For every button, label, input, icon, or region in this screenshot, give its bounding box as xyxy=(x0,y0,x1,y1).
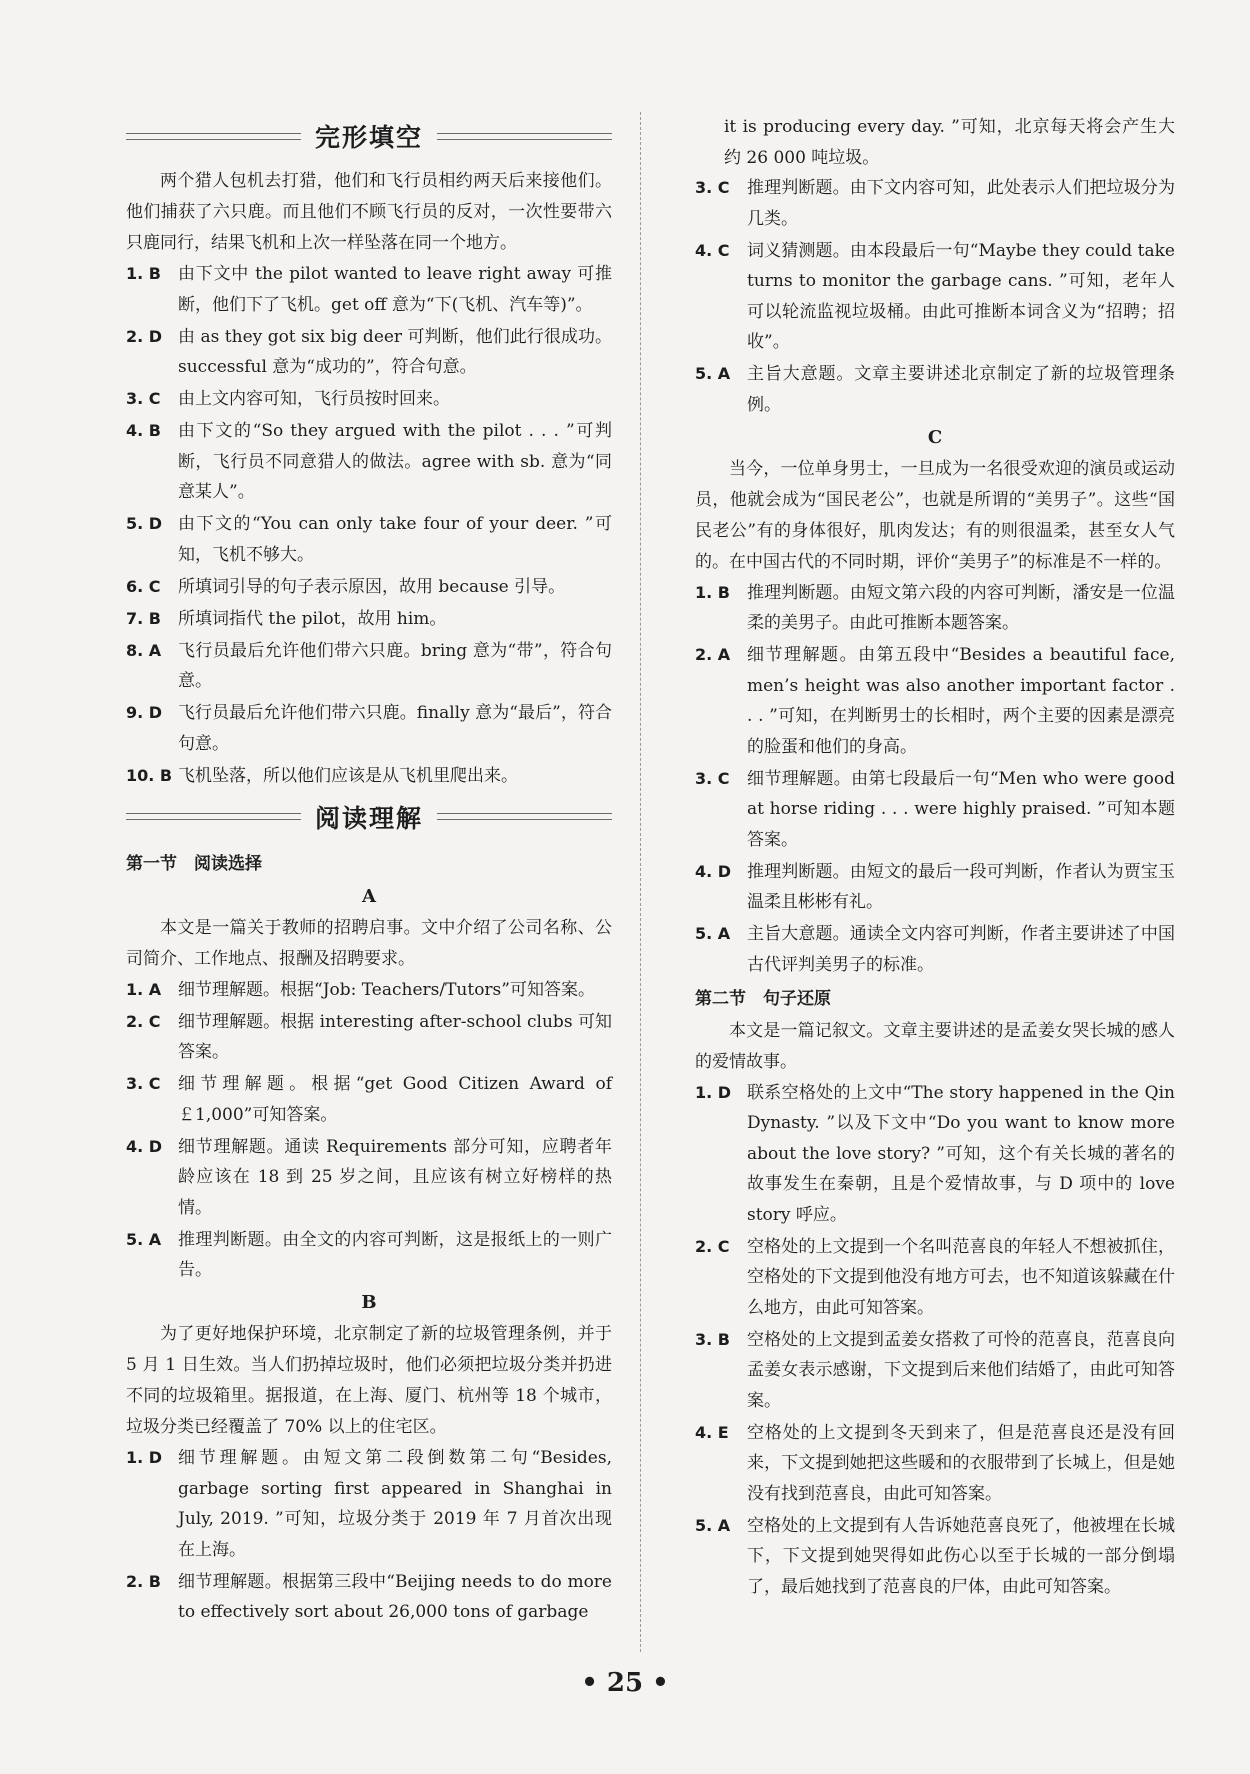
answer-item: 7. B 所填词指代 the pilot，故用 him。 xyxy=(126,608,447,629)
answer-item: 4. D 细节理解题。通读 Requirements 部分可知，应聘者年龄应该在 18 到 25 岁之间，且应该有树立好榜样的热情。 xyxy=(126,1136,612,1218)
answer-item: 1. A 细节理解题。根据“Job: Teachers/Tutors”可知答案。 xyxy=(126,979,595,1000)
answer-item: 3. C 细节理解题。根据“get Good Citizen Award of ￡1,000”可知答案。 xyxy=(126,1074,612,1125)
passage-a-answers xyxy=(126,975,612,1286)
passage-b-answers-continued xyxy=(695,173,1175,420)
answer-item: 5. A 主旨大意题。通读全文内容可判断，作者主要讲述了中国古代评判美男子的标准。 xyxy=(695,924,1175,975)
right-column xyxy=(695,112,1175,1604)
cloze-answer-list xyxy=(126,259,612,791)
header-rule xyxy=(437,813,612,820)
passage-c-label: C xyxy=(927,426,943,448)
answer-item: 2. B 细节理解题。根据第三段中“Beijing needs to do more to effectively sort about 26,000 tons of garbage xyxy=(126,1571,612,1622)
answer-item: 8. A 飞行员最后允许他们带六只鹿。bring 意为“带”，符合句意。 xyxy=(126,640,612,691)
passage-c-answers xyxy=(695,578,1175,981)
section2-title: 第二节 句子还原 xyxy=(695,988,831,1009)
header-rule xyxy=(126,813,301,820)
answer-item: 5. A 推理判断题。由全文的内容可判断，这是报纸上的一则广告。 xyxy=(126,1229,612,1280)
section2-summary: 本文是一篇记叙文。文章主要讲述的是孟姜女哭长城的感人的爱情故事。 xyxy=(695,1020,1175,1072)
answer-item: 2. A 细节理解题。由第五段中“Besides a beautiful face, men’s height was also another important factor . . . ”可知，在判断男士的长相时，两个主要的因素是漂亮的脸蛋和他们的身高。 xyxy=(695,645,1175,757)
answer-item: 1. B 由下文中 the pilot wanted to leave right away 可推断，他们下了飞机。get off 意为“下(飞机、汽车等)”。 xyxy=(126,264,612,315)
answer-item: 4. B 由下文的“So they argued with the pilot . . . ”可判断，飞行员不同意猎人的做法。agree with sb. 意为“同意某人”。 xyxy=(126,421,612,502)
cloze-summary: 两个猎人包机去打猎，他们和飞行员相约两天后来接他们。他们捕获了六只鹿。而且他们不顾飞行员的反对，一次性要带六只鹿同行，结果飞机和上次一样坠落在同一个地方。 xyxy=(126,171,612,253)
answer-item: 1. D 联系空格处的上文中“The story happened in the Qin Dynasty. ”以及下文中“Do you want to know more about the love story? ”可知，这个有关长城的著名的故事发生在秦朝，且是个爱情故事，与 D 项中的 love story 呼应。 xyxy=(695,1082,1175,1225)
reading-section-header xyxy=(126,793,612,841)
answer-item: 6. C 所填词引导的句子表示原因，故用 because 引导。 xyxy=(126,576,566,597)
answer-item: 10. B 飞机坠落，所以他们应该是从飞机里爬出来。 xyxy=(126,765,518,786)
column-divider xyxy=(640,112,641,1652)
answer-item: 4. D 推理判断题。由短文的最后一段可判断，作者认为贾宝玉温柔且彬彬有礼。 xyxy=(695,861,1175,912)
reading-title: 阅读理解 xyxy=(315,803,424,833)
passage-a-label: A xyxy=(362,885,376,907)
left-column xyxy=(126,112,612,1629)
passage-a-summary: 本文是一篇关于教师的招聘启事。文中介绍了公司名称、公司简介、工作地点、报酬及招聘要求。 xyxy=(126,917,612,969)
answer-item: 1. D 细节理解题。由短文第二段倒数第二句“Besides, garbage sorting first appeared in Shanghai in July, 2019. ”可知，垃圾分类于 2019 年 7 月首次出现在上海。 xyxy=(126,1448,612,1560)
answer-item: 2. C 细节理解题。根据 interesting after-school clubs 可知答案。 xyxy=(126,1011,612,1062)
answer-item: 4. E 空格处的上文提到冬天到来了，但是范喜良还是没有回来，下文提到她把这些暖和的衣服带到了长城上，但是她没有找到范喜良，由此可知答案。 xyxy=(695,1422,1175,1504)
answer-item: 1. B 推理判断题。由短文第六段的内容可判断，潘安是一位温柔的美男子。由此可推断本题答案。 xyxy=(695,582,1175,633)
header-rule xyxy=(437,133,612,140)
page-number: • 25 • xyxy=(581,1668,669,1698)
passage-b-continued-text: it is producing every day. ”可知，北京每天将会产生大约 26 000 吨垃圾。 xyxy=(724,117,1175,168)
answer-item: 5. A 主旨大意题。文章主要讲述北京制定了新的垃圾管理条例。 xyxy=(695,364,1175,415)
cloze-title: 完形填空 xyxy=(315,123,424,152)
answer-item: 3. C 细节理解题。由第七段最后一句“Men who were good at horse riding . . . were highly praised. ”可知本题答案。 xyxy=(695,768,1175,850)
header-rule xyxy=(126,133,301,140)
section2-answers xyxy=(695,1078,1175,1603)
answer-item: 5. D 由下文的“You can only take four of your deer. ”可知，飞机不够大。 xyxy=(126,514,612,565)
answer-item: 2. C 空格处的上文提到一个名叫范喜良的年轻人不想被抓住，空格处的下文提到他没有地方可去，也不知道该躲藏在什么地方，由此可知答案。 xyxy=(695,1236,1175,1318)
passage-b-summary: 为了更好地保护环境，北京制定了新的垃圾管理条例，并于 5 月 1 日生效。当人们扔掉垃圾时，他们必须把垃圾分类并扔进不同的垃圾箱里。据报道，在上海、厦门、杭州等 18 个城市，垃圾分类已经覆盖了 70% 以上的住宅区。 xyxy=(126,1324,612,1437)
answer-item: 9. D 飞行员最后允许他们带六只鹿。finally 意为“最后”，符合句意。 xyxy=(126,703,612,754)
answer-item: 3. B 空格处的上文提到孟姜女搭救了可怜的范喜良，范喜良向孟姜女表示感谢，下文提到后来他们结婚了，由此可知答案。 xyxy=(695,1329,1175,1411)
answer-item: 3. C 由上文内容可知，飞行员按时回来。 xyxy=(126,389,450,409)
passage-c-summary: 当今，一位单身男士，一旦成为一名很受欢迎的演员或运动员，他就会成为“国民老公”，也就是所谓的“美男子”。这些“国民老公”有的身体很好，肌肉发达；有的则很温柔，甚至女人气的。在中国古代的不同时期，评价“美男子”的标准是不一样的。 xyxy=(695,458,1175,572)
passage-b-answers xyxy=(126,1443,612,1628)
answer-item: 3. C 推理判断题。由下文内容可知，此处表示人们把垃圾分为几类。 xyxy=(695,178,1175,229)
section1-title: 第一节 阅读选择 xyxy=(126,853,262,874)
passage-b-label: B xyxy=(361,1292,377,1313)
cloze-section-header xyxy=(126,112,612,160)
answer-item: 4. C 词义猜测题。由本段最后一句“Maybe they could take turns to monitor the garbage cans. ”可知，老年人可以轮流监视垃圾桶。由此可推断本词含义为“招聘；招收”。 xyxy=(695,240,1175,352)
answer-item: 2. D 由 as they got six big deer 可判断，他们此行很成功。successful 意为“成功的”，符合句意。 xyxy=(126,326,612,377)
answer-item: 5. A 空格处的上文提到有人告诉她范喜良死了，他被埋在长城下，下文提到她哭得如此伤心以至于长城的一部分倒塌了，最后她找到了范喜良的尸体，由此可知答案。 xyxy=(695,1515,1175,1597)
